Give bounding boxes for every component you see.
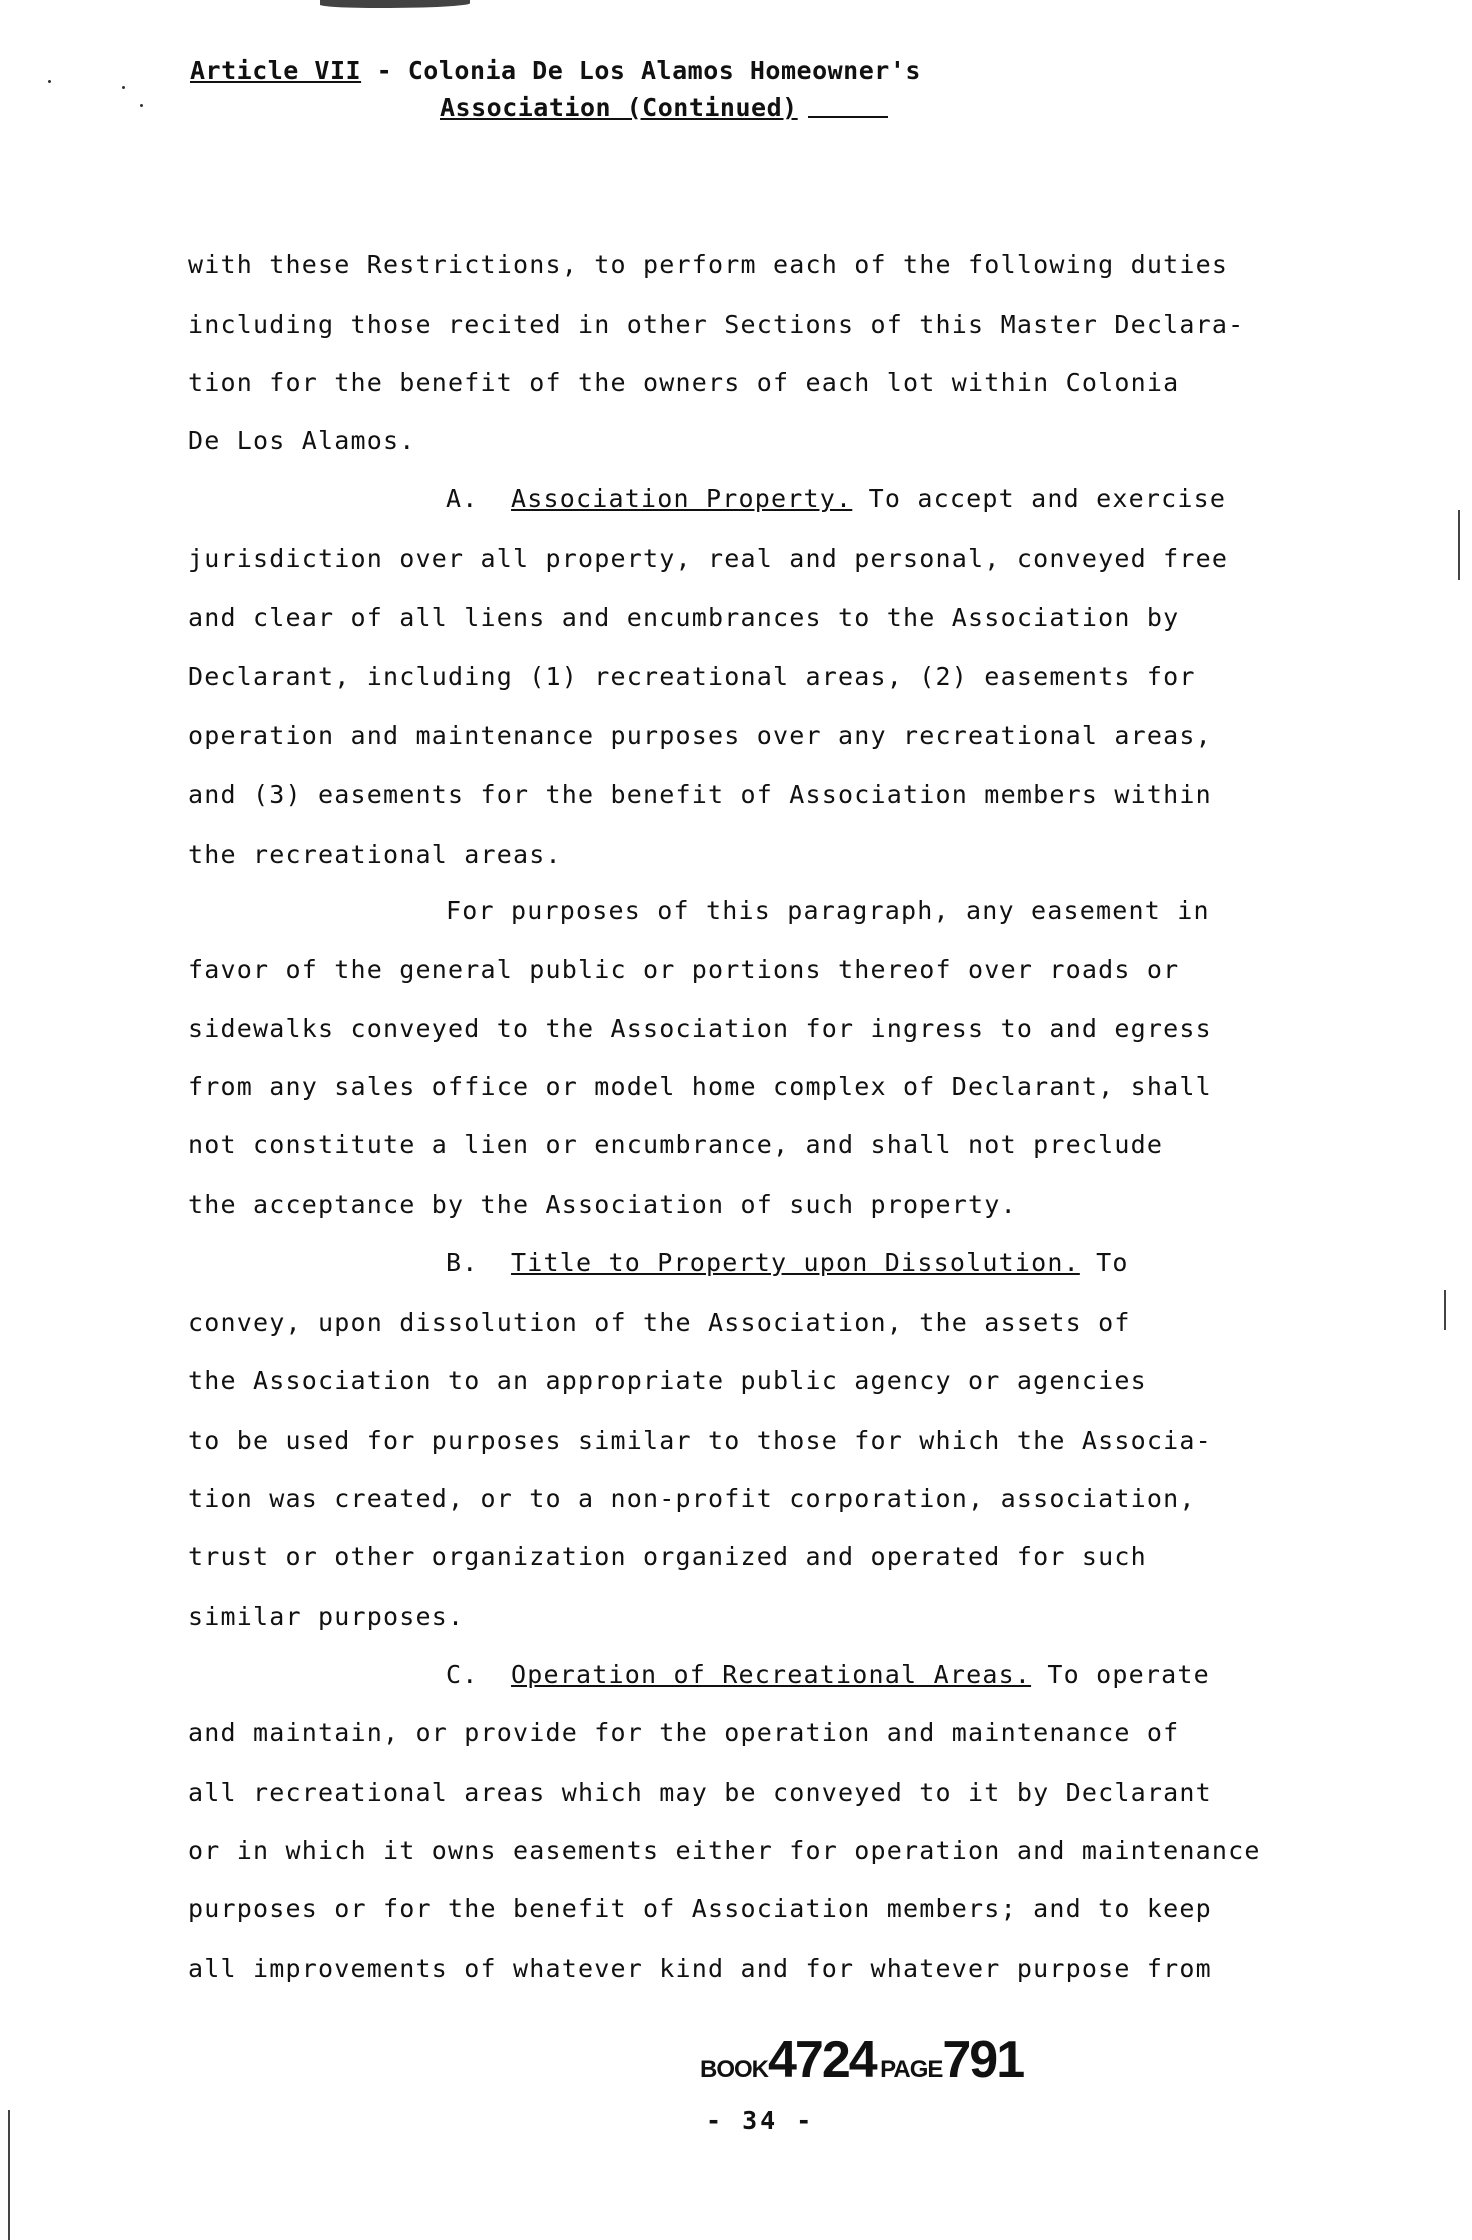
text-line: De Los Alamos.	[188, 426, 416, 455]
text-line: trust or other organization organized and operated for such	[188, 1542, 1147, 1571]
header-line-2	[190, 89, 921, 126]
text-line: the acceptance by the Association of such property.	[188, 1190, 1017, 1219]
section-a-heading-line	[446, 484, 1226, 513]
page-number: 791	[942, 2031, 1024, 2089]
header-separator: -	[361, 56, 408, 85]
section-c-heading-line	[446, 1660, 1210, 1689]
text-line: to be used for purposes similar to those for which the Associa-	[188, 1426, 1212, 1455]
scan-edge-line	[1458, 510, 1460, 580]
text-line: and clear of all liens and encumbrances to the Association by	[188, 603, 1180, 632]
text-line: with these Restrictions, to perform each of the following duties	[188, 250, 1229, 279]
header-title-line2: Association (Continued)	[440, 93, 798, 122]
scan-speck	[48, 80, 51, 83]
text-line: including those recited in other Sections of this Master Declara-	[188, 310, 1245, 339]
text-line: and (3) easements for the benefit of Association members within	[188, 780, 1212, 809]
book-number: 4724	[768, 2031, 876, 2089]
section-a-heading: Association Property.	[511, 484, 853, 513]
section-a-first-rest: To accept and exercise	[852, 484, 1227, 513]
book-label: BOOK	[700, 2056, 768, 2083]
text-line: purposes or for the benefit of Association members; and to keep	[188, 1894, 1212, 1923]
section-b-heading: Title to Property upon Dissolution.	[511, 1248, 1080, 1277]
text-line: or in which it owns easements either for operation and maintenance	[188, 1836, 1261, 1865]
text-line: sidewalks conveyed to the Association for ingress to and egress	[188, 1014, 1212, 1043]
header-underline-tail	[808, 92, 888, 118]
header-title-line1: Colonia De Los Alamos Homeowner's	[407, 56, 921, 85]
text-line: the recreational areas.	[188, 840, 562, 869]
text-line: similar purposes.	[188, 1602, 465, 1631]
text-line: all recreational areas which may be conveyed to it by Declarant	[188, 1778, 1212, 1807]
text-line: the Association to an appropriate public agency or agencies	[188, 1366, 1147, 1395]
scan-speck	[122, 86, 125, 89]
section-c-first-rest: To operate	[1031, 1660, 1210, 1689]
scan-edge-line	[8, 2110, 10, 2240]
text-line: from any sales office or model home complex of Declarant, shall	[188, 1072, 1212, 1101]
text-line: all improvements of whatever kind and for whatever purpose from	[188, 1954, 1212, 1983]
text-line: Declarant, including (1) recreational areas, (2) easements for	[188, 662, 1196, 691]
text-line: For purposes of this paragraph, any easement in	[446, 896, 1210, 925]
header-line-1	[190, 52, 921, 89]
page-index: - 34 -	[706, 2106, 815, 2135]
text-line: jurisdiction over all property, real and personal, conveyed free	[188, 544, 1229, 573]
text-line: tion was created, or to a non-profit corporation, association,	[188, 1484, 1196, 1513]
scan-artifact	[320, 0, 470, 8]
scan-speck	[140, 104, 143, 107]
section-a-letter: A.	[446, 484, 479, 513]
header-article: Article VII	[190, 56, 362, 85]
section-b-first-rest: To	[1079, 1248, 1129, 1277]
section-c-letter: C.	[446, 1660, 479, 1689]
text-line: favor of the general public or portions thereof over roads or	[188, 955, 1180, 984]
section-b-letter: B.	[446, 1248, 479, 1277]
text-line: convey, upon dissolution of the Association, the assets of	[188, 1308, 1131, 1337]
page-label: PAGE	[880, 2056, 943, 2083]
page-header	[190, 52, 921, 126]
text-line: tion for the benefit of the owners of each lot within Colonia	[188, 368, 1180, 397]
scan-edge-line	[1444, 1290, 1446, 1330]
book-page-stamp	[700, 2030, 1023, 2090]
text-line: operation and maintenance purposes over any recreational areas,	[188, 721, 1212, 750]
section-b-heading-line	[446, 1248, 1129, 1277]
text-line: and maintain, or provide for the operation and maintenance of	[188, 1718, 1180, 1747]
section-c-heading: Operation of Recreational Areas.	[511, 1660, 1032, 1689]
text-line: not constitute a lien or encumbrance, and shall not preclude	[188, 1130, 1164, 1159]
